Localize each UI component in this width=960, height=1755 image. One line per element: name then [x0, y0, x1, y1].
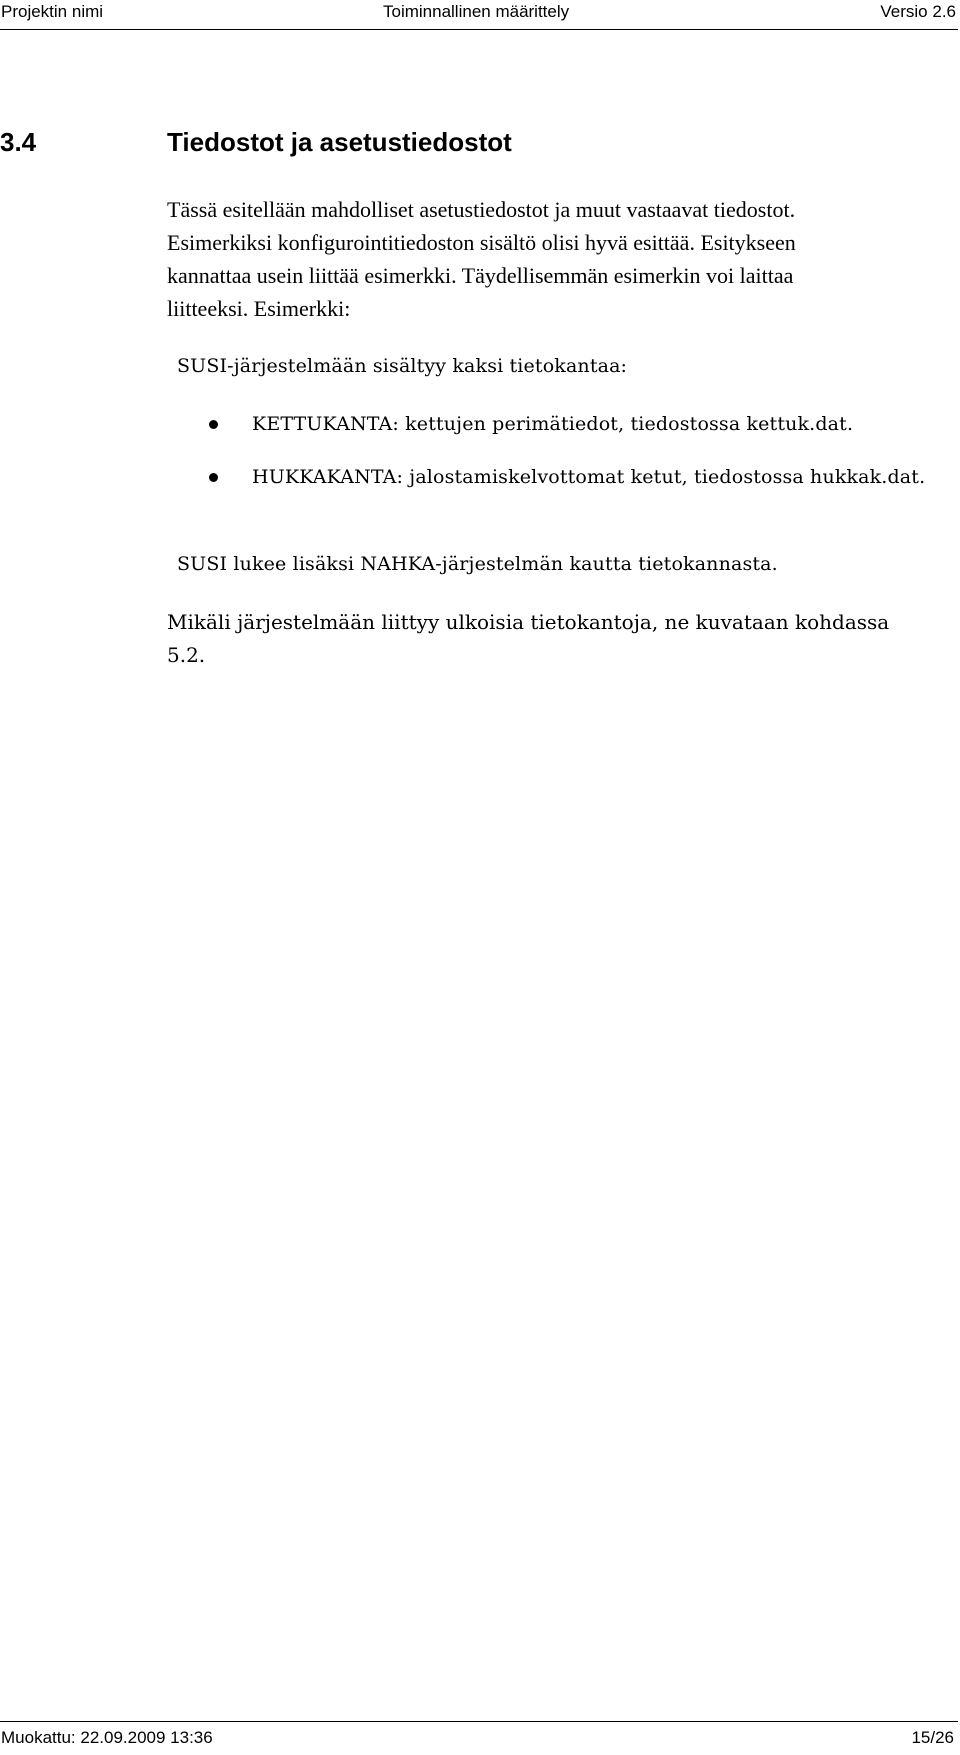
footer-page-number: 15/26 — [911, 1728, 954, 1747]
footer-modified: Muokattu: 22.09.2009 13:36 — [1, 1728, 213, 1747]
bullet-icon — [209, 420, 218, 429]
final-paragraph — [167, 606, 957, 672]
section-number: 3.4 — [0, 127, 37, 157]
page-header — [0, 0, 958, 30]
header-document-title: Toiminnallinen määrittely — [383, 2, 570, 21]
example-intro: SUSI-järjestelmään sisältyy kaksi tietokantaa: — [177, 355, 628, 377]
final-line: Mikäli järjestelmään liittyy ulkoisia tietokantoja, ne kuvataan kohdassa — [167, 610, 890, 634]
page-footer — [0, 1721, 958, 1755]
header-version: Versio 2.6 — [880, 2, 956, 21]
intro-line: liitteeksi. Esimerkki: — [167, 296, 351, 321]
section-title: Tiedostot ja asetustiedostot — [167, 127, 512, 157]
section-heading — [0, 127, 512, 158]
intro-paragraph — [167, 193, 957, 325]
bullet-icon — [209, 473, 218, 482]
header-project-name: Projektin nimi — [1, 2, 104, 21]
list-item-text: KETTUKANTA: kettujen perimätiedot, tiedostossa kettuk.dat. — [252, 413, 854, 435]
final-line: 5.2. — [167, 643, 206, 667]
intro-line: Tässä esitellään mahdolliset asetustiedostot ja muut vastaavat tiedostot. — [167, 197, 796, 222]
example-closing: SUSI lukee lisäksi NAHKA-järjestelmän kautta tietokannasta. — [177, 553, 778, 575]
list-item-text: HUKKAKANTA: jalostamiskelvottomat ketut, tiedostossa hukkak.dat. — [252, 466, 926, 488]
intro-line: Esimerkiksi konfigurointitiedoston sisältö olisi hyvä esittää. Esitykseen — [167, 230, 796, 255]
intro-line: kannattaa usein liittää esimerkki. Täydellisemmän esimerkin voi laittaa — [167, 263, 794, 288]
